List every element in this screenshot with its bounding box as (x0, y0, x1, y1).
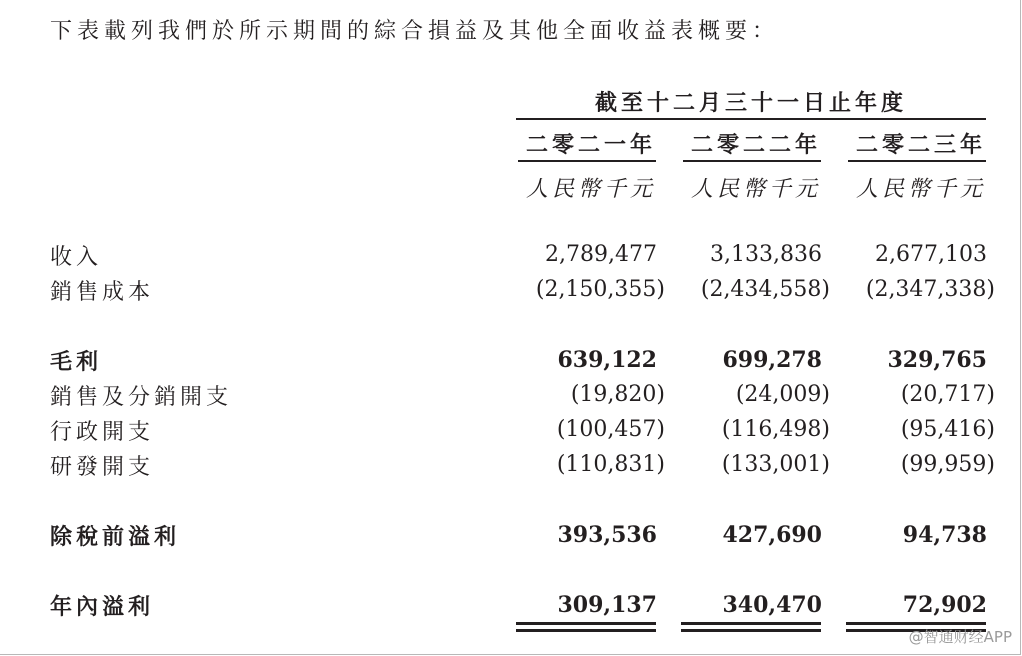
column-year-2023: 二零二三年 (855, 132, 986, 158)
total-double-rule (516, 622, 656, 632)
cell-admin-expenses-2022: (116,498) (721, 417, 830, 442)
cell-profit-for-year-2021: 309,137 (557, 592, 657, 618)
row-label-selling-expenses: 銷售及分銷開支 (50, 385, 233, 410)
column-unit-2022: 人民幣千元 (690, 177, 821, 202)
row-label-admin-expenses: 行政開支 (50, 420, 155, 445)
watermark: @智通财经APP (908, 628, 1012, 646)
cell-selling-expenses-2021: (19,820) (570, 382, 665, 407)
column-year-rule (683, 160, 821, 162)
cell-profit-for-year-2023: 72,902 (902, 592, 987, 618)
cell-gross-profit-2021: 639,122 (557, 347, 657, 373)
column-unit-2021: 人民幣千元 (525, 177, 656, 202)
total-double-rule (681, 622, 821, 632)
cell-rnd-expenses-2022: (133,001) (721, 452, 830, 477)
cell-revenue-2022: 3,133,836 (710, 242, 822, 267)
cell-revenue-2021: 2,789,477 (545, 242, 657, 267)
cell-cost-of-sales-2023: (2,347,338) (865, 277, 995, 302)
cell-admin-expenses-2023: (95,416) (900, 417, 995, 442)
row-label-rnd-expenses: 研發開支 (50, 455, 155, 480)
cell-profit-before-tax-2023: 94,738 (902, 522, 987, 548)
cell-rnd-expenses-2023: (99,959) (900, 452, 995, 477)
cell-selling-expenses-2023: (20,717) (900, 382, 995, 407)
cell-profit-for-year-2022: 340,470 (722, 592, 822, 618)
cell-profit-before-tax-2021: 393,536 (557, 522, 657, 548)
row-label-profit-for-year: 年內溢利 (50, 594, 155, 620)
column-year-2022: 二零二二年 (690, 132, 821, 158)
column-year-rule (518, 160, 656, 162)
cell-cost-of-sales-2021: (2,150,355) (535, 277, 665, 302)
cell-gross-profit-2023: 329,765 (887, 347, 987, 373)
period-header-rule (516, 118, 986, 120)
cell-revenue-2023: 2,677,103 (875, 242, 987, 267)
cell-cost-of-sales-2022: (2,434,558) (700, 277, 830, 302)
cell-admin-expenses-2021: (100,457) (556, 417, 665, 442)
row-label-cost-of-sales: 銷售成本 (50, 280, 155, 305)
row-label-profit-before-tax: 除稅前溢利 (50, 524, 181, 550)
cell-rnd-expenses-2021: (110,831) (556, 452, 665, 477)
cell-gross-profit-2022: 699,278 (722, 347, 822, 373)
column-unit-2023: 人民幣千元 (855, 177, 986, 202)
column-year-2021: 二零二一年 (525, 132, 656, 158)
cell-profit-before-tax-2022: 427,690 (722, 522, 822, 548)
intro-text: 下表載列我們於所示期間的綜合損益及其他全面收益表概要： (50, 19, 780, 44)
cell-selling-expenses-2022: (24,009) (735, 382, 830, 407)
row-label-revenue: 收入 (50, 245, 103, 270)
row-label-gross-profit: 毛利 (50, 349, 103, 375)
period-header: 截至十二月三十一日止年度 (594, 90, 907, 116)
column-year-rule (848, 160, 986, 162)
